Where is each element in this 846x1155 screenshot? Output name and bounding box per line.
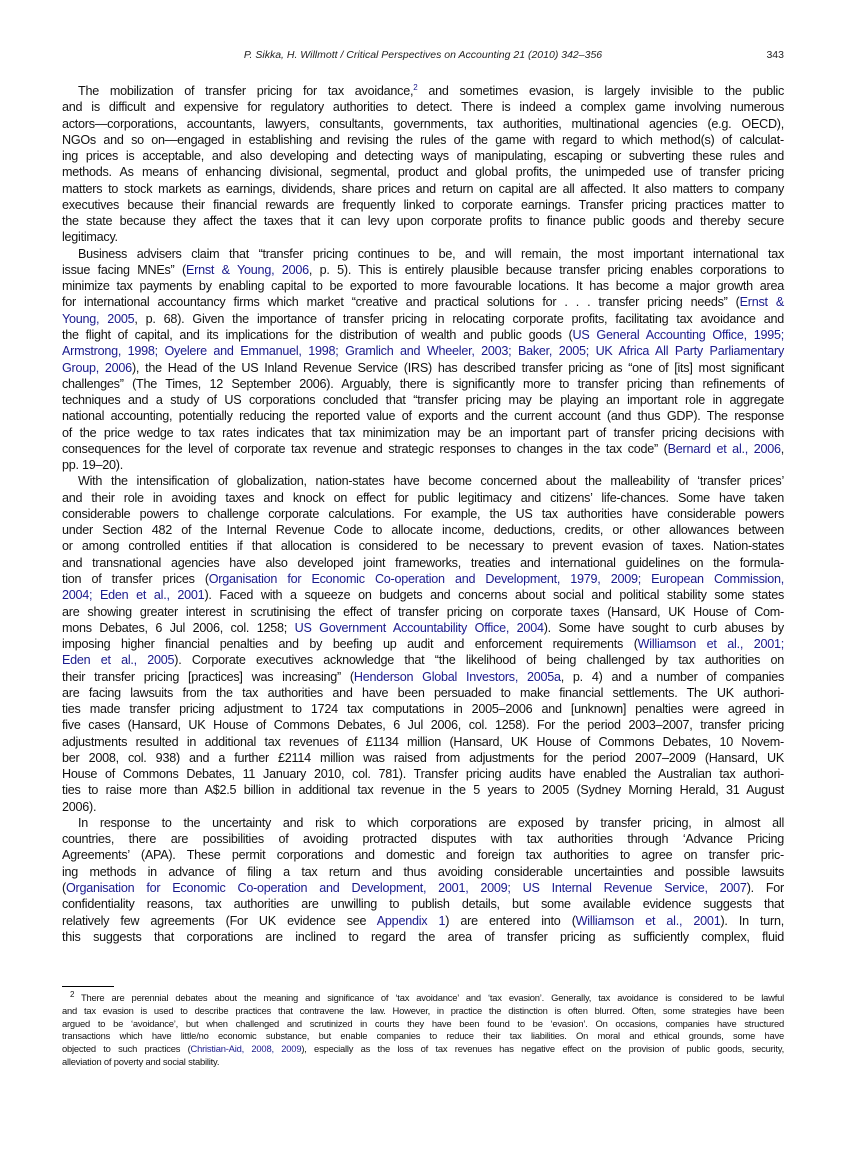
text-line bbox=[62, 555, 784, 571]
text-line bbox=[62, 929, 784, 945]
text-run: ), the Head of the US Inland Revenue Service (IRS) has described transfer pricing as “one of [its] most significant bbox=[131, 360, 784, 375]
text-run: this suggests that corporations are inclined to regard the area of transfer pricing as sufficiently complex, fluid bbox=[62, 929, 784, 944]
text-run: ). Corporate executives acknowledge that “the likelihood of being challenged by tax authorities on bbox=[174, 653, 784, 668]
text-line bbox=[62, 181, 784, 197]
text-line bbox=[62, 213, 784, 229]
text-run: national accounting, potentially reducing the reported value of exports and the current account (and thus GDP). The response bbox=[62, 409, 784, 424]
citation-link[interactable]: Organisation for Economic Co-operation and Development, 2001, 2009; US Internal Revenue Service, 2007 bbox=[65, 881, 747, 896]
text-run: executives because their financial rewards are frequently linked to corporate earnings. Transfer pricing practices matter to bbox=[62, 197, 784, 212]
text-run: legitimacy. bbox=[62, 230, 118, 245]
text-run: considerable powers to challenge corporate calculations. For example, the US tax authorities have considerable powers bbox=[62, 506, 784, 521]
text-run: minimize tax payments by enabling capital to be exported to more favourable locations. It has become a major growth area bbox=[62, 279, 784, 294]
citation-link[interactable]: Henderson Global Investors, 2005a bbox=[353, 669, 561, 684]
text-line bbox=[62, 571, 784, 587]
text-line bbox=[62, 83, 784, 99]
text-line bbox=[62, 262, 784, 278]
text-line bbox=[62, 636, 784, 652]
running-title: P. Sikka, H. Willmott / Critical Perspectives on Accounting 21 (2010) 342–356 bbox=[243, 49, 603, 61]
text-run: are facing lawsuits from the tax authorities and have been persuaded to make financial settlements. The UK authori- bbox=[62, 685, 784, 700]
text-run: House of Commons Debates, 11 January 2010, col. 781). Transfer pricing audits have enabled the Australian tax authori- bbox=[62, 767, 784, 782]
page-number: 343 bbox=[766, 49, 784, 61]
text-run: issue facing MNEs” ( bbox=[62, 262, 186, 277]
text-line bbox=[62, 831, 784, 847]
footnote-marker: 2 bbox=[70, 989, 81, 999]
citation-link[interactable]: US Government Accountability Office, 2004 bbox=[294, 620, 544, 635]
text-line bbox=[62, 766, 784, 782]
text-run: The mobilization of transfer pricing for tax avoidance, bbox=[78, 84, 414, 98]
citation-link[interactable]: Ernst & Young, 2006 bbox=[185, 262, 309, 277]
text-line bbox=[62, 425, 784, 441]
text-run: under Section 482 of the Internal Revenue Code to allocate income, deductions, credits, or other allowances between bbox=[62, 523, 784, 538]
text-line bbox=[62, 278, 784, 294]
text-run: argued to be ‘avoidance’, but when challenged and scrutinized in courts they have been found to be ‘evasion’. On occasions, companies have structured bbox=[62, 1017, 784, 1029]
text-line bbox=[62, 604, 784, 620]
text-line bbox=[62, 229, 784, 245]
body-text bbox=[62, 83, 784, 945]
footnote-line bbox=[62, 1018, 784, 1031]
text-run: 2006). bbox=[62, 799, 97, 814]
text-line bbox=[62, 815, 784, 831]
text-line bbox=[62, 587, 784, 603]
text-run: methods. As means of enhancing divisional, segmental, product and global profits, the unimpeded use of transfer pricing bbox=[62, 165, 784, 180]
footnote-rule bbox=[62, 986, 114, 987]
text-line bbox=[62, 896, 784, 912]
text-line bbox=[62, 701, 784, 717]
text-run: ties made transfer pricing adjustment to 1724 tax computations in 2005–2006 and [unknown] penalties were agreed in bbox=[62, 702, 784, 717]
text-run: or among controlled entities if that allocation is considered to be necessary to prevent evasion of taxes. Nation-states bbox=[62, 539, 784, 554]
text-run: ing methods in advance of filing a tax return and thus avoiding considerable uncertainties and possible lawsuits bbox=[62, 864, 784, 879]
text-run: Agreements’ (APA). These permit corporations and domestic and foreign tax authorities to agree on transfer pric- bbox=[62, 848, 784, 863]
footnote bbox=[62, 989, 784, 1069]
paragraph bbox=[62, 246, 784, 474]
text-line bbox=[62, 148, 784, 164]
text-run: , p. 68). Given the importance of transfer pricing in relocating corporate profits, facilitating tax avoidance and bbox=[134, 311, 784, 326]
text-line bbox=[62, 880, 784, 896]
citation-link[interactable]: Eden et al., 2005 bbox=[62, 653, 175, 668]
text-run: ), especially as the loss of tax revenues has negative effect on the provision of public goods, security, bbox=[301, 1043, 784, 1055]
text-run: consequences for the level of corporate tax revenue and strategic responses to changes in the tax code” ( bbox=[62, 441, 668, 456]
text-run: imposing higher financial penalties and by beefing up audit and enforcement requirements ( bbox=[62, 637, 638, 652]
text-run: actors—corporations, accountants, lawyers, consultants, governments, tax authorities, multinational agencies (e.g. OECD), bbox=[62, 116, 784, 131]
text-run: for international accountancy firms which market “creative and practical solutions for . . . transfer pricing needs” ( bbox=[62, 295, 740, 310]
citation-link[interactable]: Williamson et al., 2001 bbox=[575, 913, 721, 928]
text-run: confidentiality reasons, tax authorities are unwilling to publish details, but some available evidence suggests that bbox=[62, 897, 784, 912]
text-line bbox=[62, 506, 784, 522]
text-run: ). In turn, bbox=[720, 913, 784, 928]
text-line bbox=[62, 669, 784, 685]
text-run: and their role in avoiding taxes and knock on effect for public legitimacy and citizens’ life-chances. Some have taken bbox=[62, 490, 784, 505]
text-run: the flight of capital, and its implications for the distribution of wealth and public goods ( bbox=[62, 327, 573, 342]
text-run: and sometimes evasion, is largely invisible to the public bbox=[417, 84, 784, 98]
footnote-line bbox=[62, 1005, 784, 1018]
running-header bbox=[62, 49, 784, 65]
text-line bbox=[62, 294, 784, 310]
text-run: adjustments resulted in additional tax revenues of £1134 million (Hansard, UK House of Commons Debates, 10 Novem- bbox=[62, 734, 784, 749]
text-run: ). Some have sought to curb abuses by bbox=[543, 620, 784, 635]
text-line bbox=[62, 734, 784, 750]
citation-link[interactable]: 2004; Eden et al., 2001 bbox=[62, 588, 205, 603]
text-line bbox=[62, 457, 784, 473]
paragraph bbox=[62, 83, 784, 246]
text-line bbox=[62, 360, 784, 376]
text-run: ties to raise more than A$2.5 billion in additional tax revenue in the 5 years to 2005 (Sydney Morning Herald, 31 August bbox=[62, 783, 784, 798]
text-line bbox=[62, 164, 784, 180]
citation-link[interactable]: Bernard et al., 2006 bbox=[667, 441, 781, 456]
text-run: ). For bbox=[746, 881, 784, 896]
text-line bbox=[62, 343, 784, 359]
text-line bbox=[62, 620, 784, 636]
paragraph bbox=[62, 473, 784, 815]
footnote-line bbox=[62, 989, 784, 1005]
text-line bbox=[62, 311, 784, 327]
text-run: ing prices is acceptable, and also developing and detecting ways of manipulating, escaping or subverting these rules and bbox=[62, 149, 784, 164]
text-line bbox=[62, 376, 784, 392]
text-line bbox=[62, 847, 784, 863]
text-line bbox=[62, 116, 784, 132]
citation-link[interactable]: Armstrong, 1998; Oyelere and Emmanuel, 1998; Gramlich and Wheeler, 2003; Baker, 2005; UK Africa All Party Parliamentary bbox=[62, 344, 784, 359]
text-run: , p. 4) and a number of companies bbox=[560, 669, 784, 684]
text-run: countries, there are possibilities of avoiding protracted disputes with tax authorities through ‘Advance Pricing bbox=[62, 832, 784, 847]
text-run: transactions which have little/no economic substance, but enable companies to reduce their tax liabilities. On moral and ethical grounds, some have bbox=[62, 1030, 784, 1042]
text-run: , bbox=[780, 441, 784, 456]
text-run: Business advisers claim that “transfer pricing continues to be, and will remain, the most important international tax bbox=[78, 246, 784, 261]
text-run: alleviation of poverty and social stability. bbox=[62, 1055, 220, 1067]
text-run: of the price wedge to tax rates indicates that tax minimization may be an important part of transfer pricing decisions with bbox=[62, 425, 784, 440]
text-line bbox=[62, 197, 784, 213]
text-line bbox=[62, 913, 784, 929]
text-line bbox=[62, 473, 784, 489]
text-run: matters to stock markets as earnings, dividends, share prices and return on capital are all affected. It also matters to company bbox=[62, 181, 784, 196]
footnote-ref-link[interactable]: 2 bbox=[413, 82, 418, 92]
text-run: , p. 5). This is entirely plausible because transfer pricing enables corporations to bbox=[308, 262, 784, 277]
text-run: There are perennial debates about the meaning and significance of ‘tax avoidance’ and ‘tax evasion’. Generally, tax avoidance is considered to be lawful bbox=[80, 992, 784, 1003]
text-line bbox=[62, 246, 784, 262]
text-run: their transfer pricing [practices] was increasing” ( bbox=[62, 669, 354, 684]
citation-link[interactable]: Christian-Aid, 2008, 2009 bbox=[190, 1043, 302, 1055]
text-run: ber 2008, col. 938) and a further £2114 million was raised from adjustments for the period 2007–2009 (Hansard, UK bbox=[62, 750, 784, 765]
text-run: In response to the uncertainty and risk to which corporations are exposed by transfer pricing, in almost all bbox=[78, 815, 784, 830]
text-line bbox=[62, 392, 784, 408]
text-run: With the intensification of globalization, nation-states have become concerned about the malleability of ‘transfer prices’ bbox=[78, 474, 784, 489]
footnote-line bbox=[62, 1030, 784, 1043]
footnote-line bbox=[62, 1043, 784, 1056]
citation-link[interactable]: Appendix 1 bbox=[376, 913, 446, 928]
text-line bbox=[62, 799, 784, 815]
text-run: and transnational agencies have also developed joint frameworks, treaties and international guidelines on the formula- bbox=[62, 555, 784, 570]
text-run: and is difficult and expensive for regulatory authorities to detect. There is indeed a complex game involving numerous bbox=[62, 100, 784, 115]
text-run: ) are entered into ( bbox=[445, 913, 576, 928]
paragraph bbox=[62, 815, 784, 945]
text-run: NGOs and so on—engaged in establishing and revising the rules of the game with regard to which method(s) of calculat- bbox=[62, 132, 784, 147]
text-line bbox=[62, 652, 784, 668]
citation-link[interactable]: Ernst & bbox=[739, 295, 784, 310]
text-line bbox=[62, 490, 784, 506]
text-line bbox=[62, 522, 784, 538]
text-line bbox=[62, 717, 784, 733]
text-line bbox=[62, 441, 784, 457]
text-run: ( bbox=[62, 881, 66, 896]
text-line bbox=[62, 99, 784, 115]
citation-link[interactable]: Young, 2005 bbox=[62, 311, 135, 326]
text-run: objected to such practices ( bbox=[62, 1043, 191, 1055]
text-run: relatively few agreements (For UK evidence see bbox=[62, 913, 377, 928]
text-line bbox=[62, 327, 784, 343]
text-line bbox=[62, 538, 784, 554]
text-run: techniques and a study of US corporations concluded that “transfer pricing may be playing an important role in aggregate bbox=[62, 393, 784, 408]
text-run: the state because they affect the taxes that it can levy upon corporate profits to finance public goods and thereby secure bbox=[62, 214, 784, 229]
citation-link[interactable]: Organisation for Economic Co-operation and Development, 1979, 2009; European Commission, bbox=[208, 571, 784, 586]
text-line bbox=[62, 750, 784, 766]
text-run: pp. 19–20). bbox=[62, 458, 123, 473]
text-line bbox=[62, 132, 784, 148]
text-run: and tax evasion is used to describe practices that contravene the law. However, in practice the distinction is often blurred. Often, some strategies have been bbox=[62, 1004, 784, 1016]
text-run: challenges” (The Times, 12 September 2006). Arguably, there is significantly more to transfer pricing than refinements of bbox=[62, 376, 784, 391]
text-run: mons Debates, 6 Jul 2006, col. 1258; bbox=[62, 620, 295, 635]
citation-link[interactable]: Williamson et al., 2001; bbox=[637, 637, 784, 652]
citation-link[interactable]: US General Accounting Office, 1995; bbox=[572, 327, 784, 342]
text-line bbox=[62, 864, 784, 880]
text-run: five cases (Hansard, UK House of Commons Debates, 6 Jul 2006, col. 1258). For the period 2003–2007, transfer pricing bbox=[62, 718, 784, 733]
footnote-line bbox=[62, 1056, 784, 1069]
text-line bbox=[62, 782, 784, 798]
text-run: tion of transfer prices ( bbox=[62, 571, 209, 586]
text-line bbox=[62, 408, 784, 424]
text-run: are showing greater interest in scrutinising the effect of transfer pricing on corporate taxes (Hansard, UK House of Com- bbox=[62, 604, 784, 619]
citation-link[interactable]: Group, 2006 bbox=[62, 360, 132, 375]
text-run: ). Faced with a squeeze on budgets and concerns about social and political stability some states bbox=[204, 588, 784, 603]
text-line bbox=[62, 685, 784, 701]
